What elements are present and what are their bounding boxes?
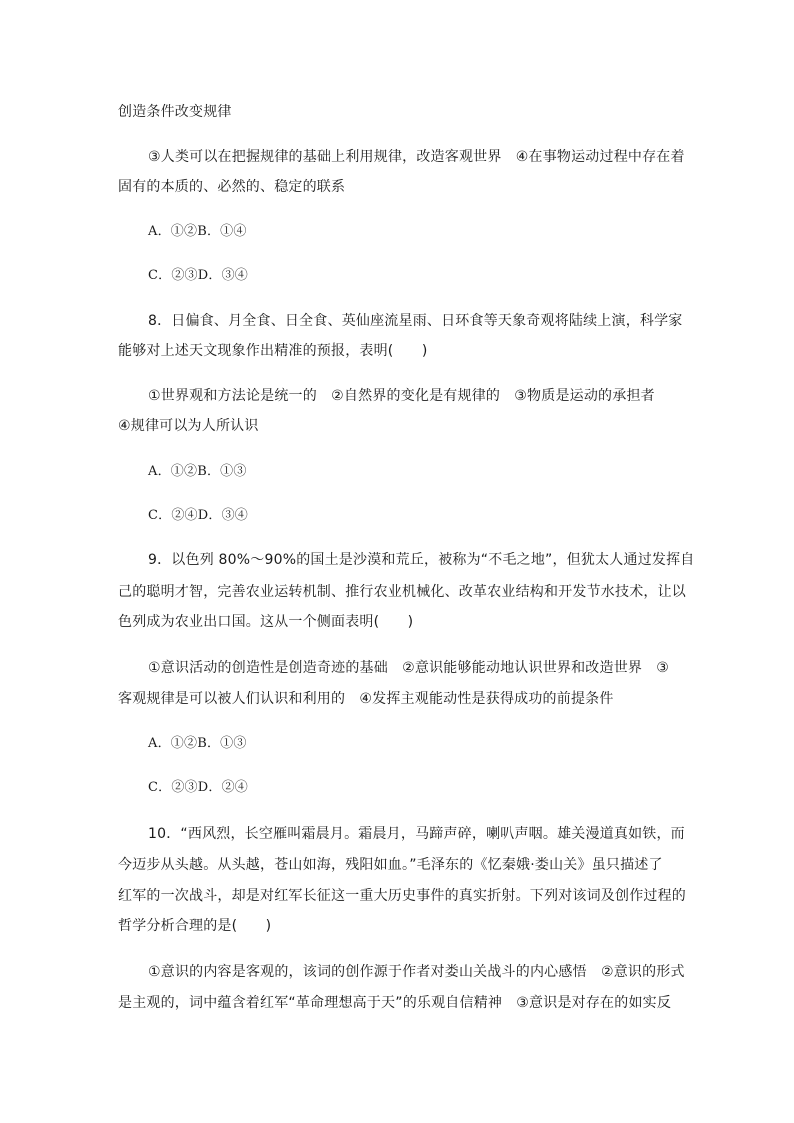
- question-9-stem: 色列成为农业出口国。这从一个侧面表明( ): [118, 614, 414, 630]
- question-10-stem: 今迈步从头越。从头越，苍山如海，残阳如血。”毛泽东的《忆秦娥·娄山关》虽只描述了: [118, 857, 663, 873]
- question-8-stem: 能够对上述天文现象作出精准的预报，表明( ): [118, 343, 428, 359]
- option-statements-line: 固有的本质的、必然的、稳定的联系: [118, 179, 346, 195]
- question-10-stem: 哲学分析合理的是( ): [118, 918, 272, 934]
- question-10-stem: 10．“西风烈，长空雁叫霜晨月。霜晨月，马蹄声碎，喇叭声咽。雄关漫道真如铁，而: [148, 826, 685, 842]
- question-10-stem: 红军的一次战斗，却是对红军长征这一重大历史事件的真实折射。下列对该词及创作过程的: [118, 888, 686, 904]
- answer-choices-cd: C．②③D．③④: [148, 268, 248, 283]
- option-statements-line: ③人类可以在把握规律的基础上利用规律，改造客观世界 ④在事物运动过程中存在着: [148, 149, 685, 165]
- question-9-statements: ①意识活动的创造性是创造奇迹的基础 ②意识能够能动地认识世界和改造世界 ③: [148, 660, 670, 676]
- question-8-stem: 8．日偏食、月全食、日全食、英仙座流星雨、日环食等天象奇观将陆续上演，科学家: [148, 313, 683, 329]
- question-10-statements: ①意识的内容是客观的，该词的创作源于作者对娄山关战斗的内心感悟 ②意识的形式: [148, 964, 685, 980]
- question-8-statements: ①世界观和方法论是统一的 ②自然界的变化是有规律的 ③物质是运动的承担者: [148, 388, 655, 404]
- question-8-statements: ④规律可以为人所认识: [118, 418, 259, 434]
- answer-choices-cd: C．②④D．③④: [148, 508, 248, 523]
- answer-choices-cd: C．②③D．②④: [148, 780, 248, 795]
- question-10-statements: 是主观的，词中蕴含着红军“革命理想高于天”的乐观自信精神 ③意识是对存在的如实反: [118, 995, 672, 1011]
- answer-choices-ab: A．①②B．①④: [148, 224, 247, 239]
- answer-choices-ab: A．①②B．①③: [148, 464, 247, 479]
- question-9-stem: 9．以色列 80%～90%的国土是沙漠和荒丘，被称为“不毛之地”，但犹太人通过发挥自: [148, 552, 695, 568]
- question-9-statements: 客观规律是可以被人们认识和利用的 ④发挥主观能动性是获得成功的前提条件: [118, 691, 614, 707]
- text-line: 创造条件改变规律: [118, 104, 232, 120]
- question-9-stem: 己的聪明才智，完善农业运转机制、推行农业机械化、改革农业结构和开发节水技术，让以: [118, 584, 686, 600]
- answer-choices-ab: A．①②B．①③: [148, 736, 247, 751]
